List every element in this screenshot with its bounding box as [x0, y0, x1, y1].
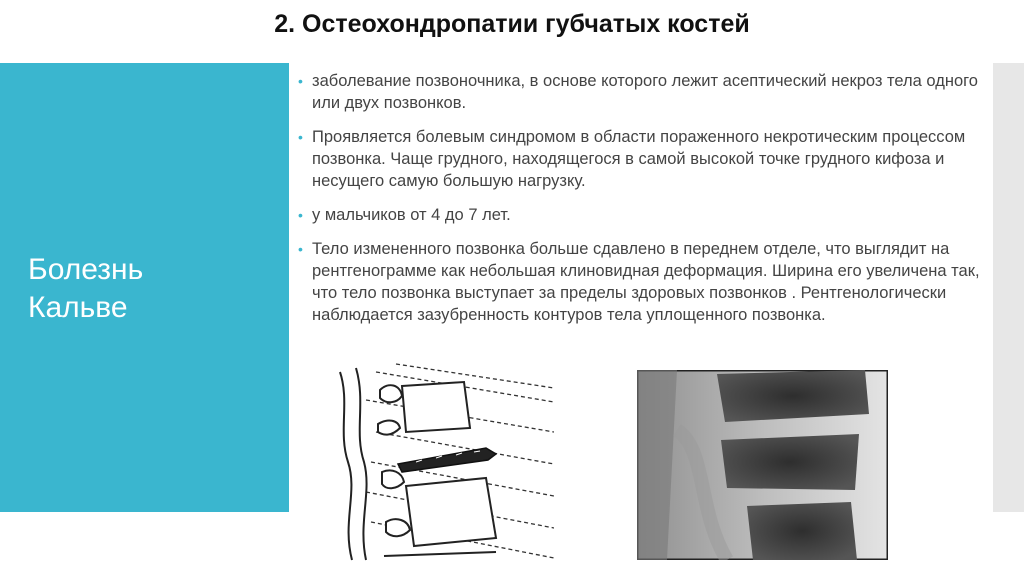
left-accent-panel [0, 63, 289, 512]
bullet-item [296, 204, 986, 226]
bullet-item [296, 70, 986, 114]
bullet-list [296, 70, 986, 338]
bullet-item [296, 238, 986, 326]
bullet-text: у мальчиков от 4 до 7 лет. [312, 206, 511, 224]
section-heading [28, 251, 143, 327]
slide-title: 2. Остеохондропатии губчатых костей [274, 10, 750, 38]
spine-xray-image [637, 370, 888, 560]
right-decorative-strip [993, 63, 1024, 512]
bullet-dot-icon: • [298, 241, 303, 257]
bullet-dot-icon: • [298, 207, 303, 223]
bullet-item [296, 126, 986, 192]
bullet-text: заболевание позвоночника, в основе которого лежит асептический некроз тела одного или двух позвонков. [312, 72, 978, 112]
bullet-dot-icon: • [298, 129, 303, 145]
bullet-dot-icon: • [298, 73, 303, 89]
section-heading-line-1: Болезнь [28, 253, 144, 286]
spine-drawing-icon [336, 362, 554, 562]
bullet-text: Проявляется болевым синдромом в области пораженного некротическим процессом позвонка. Чаще грудного, находящегося в самой высокой точке грудного кифоза и несущего самую большую нагрузку. [312, 128, 966, 190]
section-heading-line-2: Кальве [28, 291, 128, 324]
bullet-text: Тело измененного позвонка больше сдавлено в переднем отделе, что выглядит на рентгенограмме как небольшая клиновидная деформация. Ширина его увеличена так, что тело позвонка выступает за пределы здоровых позвонков . Рентгенологически наблюдается зазубренность контуров тела уплощенного позвонка. [312, 240, 980, 324]
